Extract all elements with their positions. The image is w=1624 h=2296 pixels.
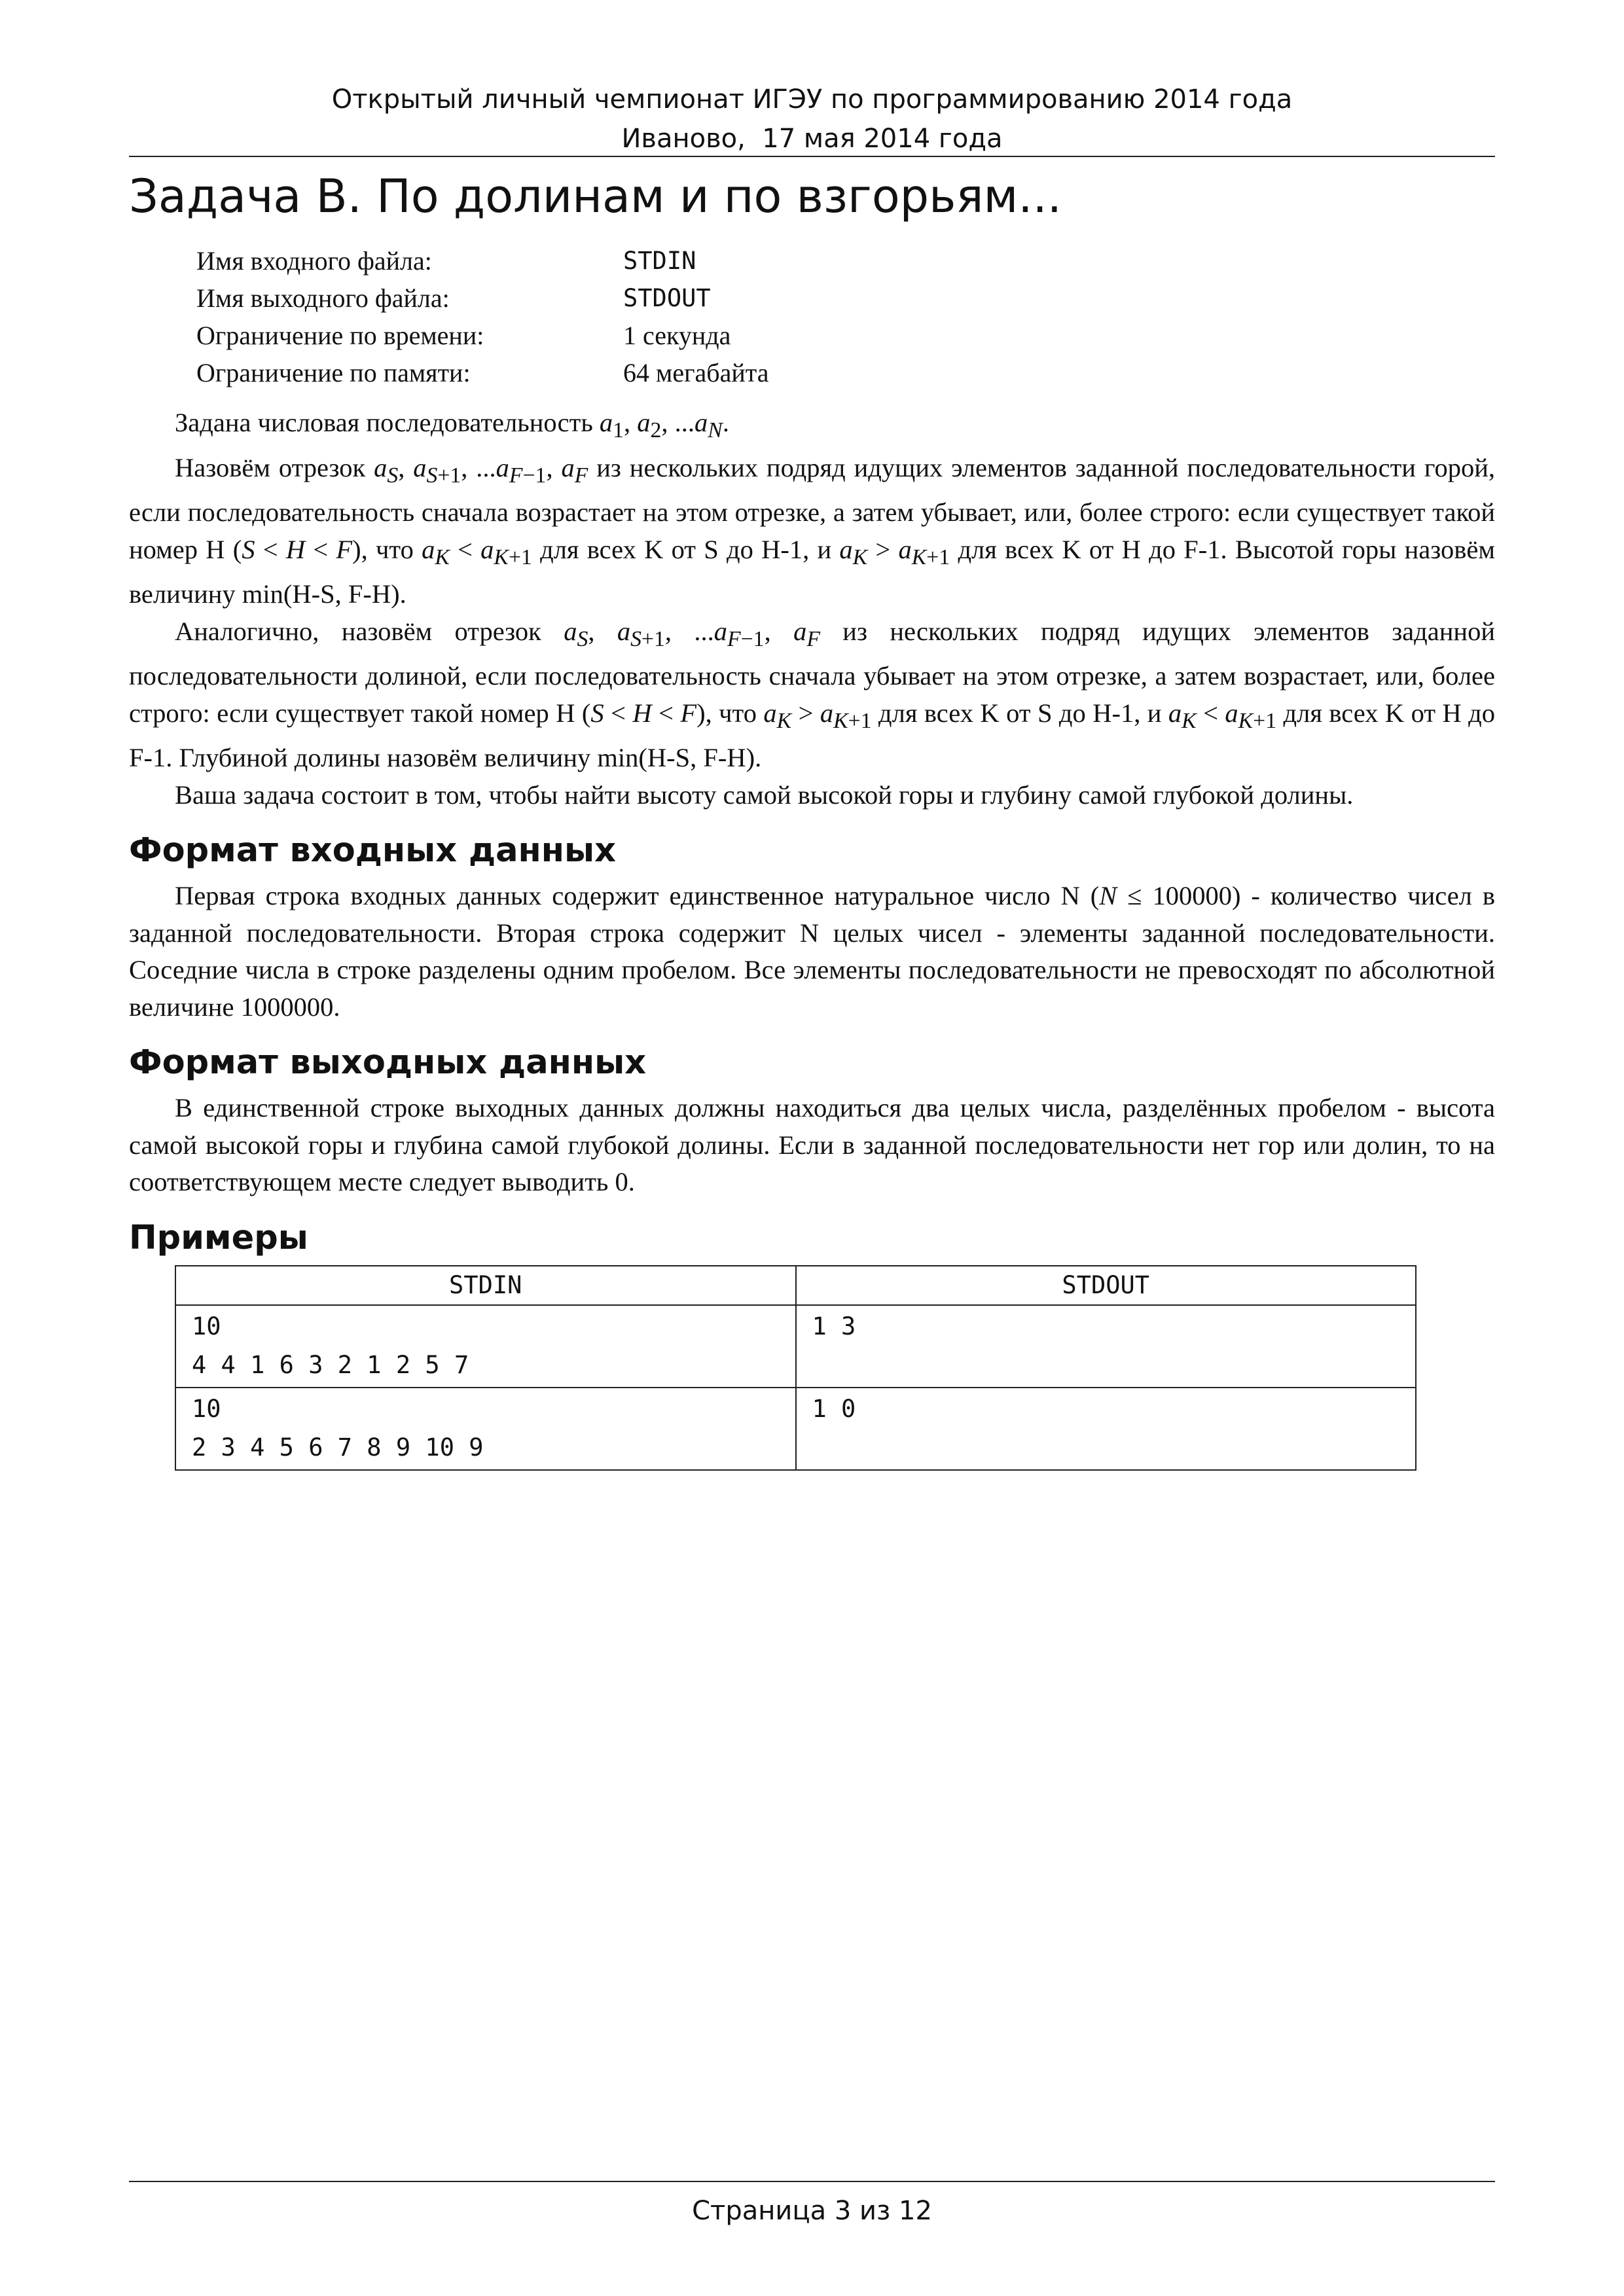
examples-heading: Примеры bbox=[129, 1218, 308, 1257]
statement-text: для всех K от H до F-1. Глубиной долины назовём величину min(H-S, F-H). bbox=[129, 698, 1496, 773]
header-rule bbox=[129, 156, 1495, 157]
input-format-heading: Формат входных данных bbox=[129, 831, 617, 870]
statement-paragraph: Аналогично, назовём отрезок $a_S$, $a_{S+1}$, $...a_{F-1}$, $a_F$ из нескольких подряд идущих элементов заданной последовательности долиной, если последовательность сначала убывает на этом отрезке, а затем возрастает, или, более строго: если существует такой номер H (S < H < F), что $a_K > a_{K+1}$ для всех K от S до H-1, и $a_K < a_{K+1}$ для всех K от H до F-1. Глубиной долины назовём величину min(H-S, F-H). bbox=[129, 616, 1496, 773]
example-output-line: 1 0 bbox=[812, 1395, 856, 1424]
example-input-line: 2 3 4 5 6 7 8 9 10 9 bbox=[192, 1433, 484, 1462]
limits-row bbox=[196, 242, 768, 279]
example-input-line: 4 4 1 6 3 2 1 2 5 7 bbox=[192, 1351, 469, 1380]
limits-key: Ограничение по памяти: bbox=[196, 358, 471, 387]
statement-text: ), что bbox=[696, 698, 764, 728]
limits-row bbox=[196, 279, 768, 317]
output-format-text: В единственной строке выходных данных должны находиться два целых числа, разделённых пробелом - высота самой высокой горы и глубина самой глубокой долины. Если в заданной последовательности нет гор или долин, то на соответствующем месте следует выводить 0. bbox=[129, 1093, 1495, 1197]
input-format-text: Первая строка входных данных содержит единственное натуральное число N (N ≤ 100000) - количество чисел в заданной последовательности. Вторая строка содержит N целых чисел - элементы заданной последовательности. Соседние числа в строке разделены одним пробелом. Все элементы последовательности не превосходят по абсолютной величине 1000000. bbox=[129, 881, 1495, 1022]
limits-value: STDIN bbox=[623, 247, 696, 275]
statement-paragraph: Задана числовая последовательность $a_1$, $a_2$, $...a_N$. bbox=[175, 408, 729, 443]
statement-text: Задана числовая последовательность bbox=[175, 408, 600, 437]
example-input-line: 10 bbox=[192, 1312, 221, 1341]
example-input-line: 10 bbox=[192, 1395, 221, 1424]
statement-text: Аналогично, назовём отрезок bbox=[175, 616, 564, 646]
problem-body bbox=[129, 404, 1495, 1471]
example-row bbox=[175, 1305, 1416, 1388]
limits-value: 1 секунда bbox=[623, 321, 731, 350]
column-header-stdout: STDOUT bbox=[796, 1266, 1416, 1306]
statement-text: для всех K от S до H-1, и bbox=[871, 698, 1168, 728]
statement-text: ) - количество чисел в заданной последовательности. Вторая строка содержит N целых чисел - элементы заданной последовательности. Соседние числа в строке разделены одним пробелом. Все элементы последовательности не превосходят по абсолютной величине 1000000. bbox=[129, 881, 1495, 1022]
examples-table bbox=[175, 1265, 1416, 1471]
limits-key: Имя входного файла: bbox=[196, 246, 432, 276]
running-head-title: Открытый личный чемпионат ИГЭУ по программированию 2014 года bbox=[331, 84, 1293, 115]
statement-text: . bbox=[722, 408, 729, 437]
problem-limits-table bbox=[196, 242, 768, 391]
statement-paragraph: Назовём отрезок $a_S$, $a_{S+1}$, $...a_{F-1}$, $a_F$ из нескольких подряд идущих элементов заданной последовательности горой, если последовательность сначала возрастает на этом отрезке, а затем убывает, или, более строго: если существует такой номер H (S < H < F), что $a_K < a_{K+1}$ для всех K от S до H-1, и $a_K > a_{K+1}$ для всех K от H до F-1. Высотой горы назовём величину min(H-S, F-H). bbox=[129, 452, 1496, 609]
example-output bbox=[796, 1305, 1416, 1388]
limits-row bbox=[196, 354, 768, 391]
limits-value: STDOUT bbox=[623, 284, 711, 312]
output-format-heading: Формат выходных данных bbox=[129, 1043, 647, 1083]
statement-text: из нескольких подряд идущих элементов заданной последовательности долиной, если последовательность сначала убывает на этом отрезке, а затем возрастает, или, более строго: если существует такой номер H ( bbox=[129, 616, 1496, 728]
statement-text: Первая строка входных данных содержит единственное натуральное число N ( bbox=[175, 881, 1100, 911]
page-number: Страница 3 из 12 bbox=[692, 2196, 932, 2226]
running-head bbox=[129, 80, 1495, 158]
statement-text: Назовём отрезок bbox=[175, 452, 374, 482]
statement-text: ), что bbox=[352, 534, 422, 564]
limits-key: Ограничение по времени: bbox=[196, 321, 484, 350]
statement-text: для всех K от S до H-1, и bbox=[532, 534, 840, 564]
problem-title: Задача B. По долинам и по взгорьям... bbox=[129, 170, 1062, 223]
column-header-stdin: STDIN bbox=[175, 1266, 796, 1306]
example-input bbox=[175, 1305, 796, 1388]
running-head-date: Иваново, 17 мая 2014 года bbox=[621, 124, 1003, 154]
example-output-line: 1 3 bbox=[812, 1312, 856, 1341]
example-row bbox=[175, 1388, 1416, 1470]
limits-key: Имя выходного файла: bbox=[196, 283, 450, 313]
statement-paragraph: Ваша задача состоит в том, чтобы найти высоту самой высокой горы и глубину самой глубокой долины. bbox=[175, 780, 1354, 810]
example-output bbox=[796, 1388, 1416, 1470]
example-input bbox=[175, 1388, 796, 1470]
statement-text: из нескольких подряд идущих элементов заданной последовательности горой, если последовательность сначала возрастает на этом отрезке, а затем убывает, или, более строго: если существует такой номер H ( bbox=[129, 452, 1496, 564]
examples-header-row bbox=[175, 1266, 1416, 1306]
limits-value: 64 мегабайта bbox=[623, 358, 769, 387]
statement-text: для всех K от H до F-1. Высотой горы назовём величину min(H-S, F-H). bbox=[129, 534, 1496, 609]
footer-rule bbox=[129, 2181, 1495, 2182]
limits-row bbox=[196, 317, 768, 354]
